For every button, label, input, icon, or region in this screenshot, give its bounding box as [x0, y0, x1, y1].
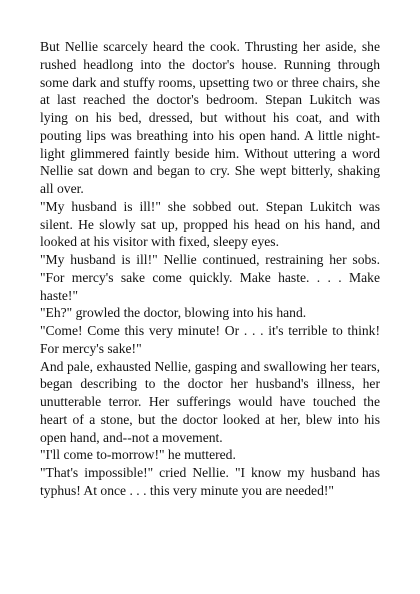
- paragraph-nellie-describes: And pale, exhausted Nellie, gasping and swallowing her tears, began describing to the doctor her husband's illness, her unutterable terror. Her sufferings would have touched the heart of a stone, but the doctor looked at her, blew into his open hand, and--not a movement.: [40, 358, 380, 445]
- paragraph-come-now: "Come! Come this very minute! Or . . . it's terrible to think! For mercy's sake!": [40, 323, 380, 356]
- paragraph-nellie-continues: "My husband is ill!" Nellie continued, restraining her sobs. "For mercy's sake come quickly. Make haste. . . . Make haste!": [40, 252, 380, 303]
- paragraph-husband-ill: "My husband is ill!" she sobbed out. Stepan Lukitch was silent. He slowly sat up, propped his head on his hand, and looked at his visitor with fixed, sleepy eyes.: [40, 198, 380, 250]
- page-text: [40, 38, 380, 500]
- paragraph-doctor-growls: "Eh?" growled the doctor, blowing into his hand.: [40, 305, 307, 321]
- paragraph-doctor-mutters: "I'll come to-morrow!" he muttered.: [40, 447, 236, 463]
- paragraph-impossible: "That's impossible!" cried Nellie. "I know my husband has typhus! At once . . . this very minute you are needed!": [40, 465, 380, 498]
- paragraph-nellie-enters: But Nellie scarcely heard the cook. Thrusting her aside, she rushed headlong into the doctor's house. Running through some dark and stuffy rooms, upsetting two or three chairs, she at last reached the doctor's bedroom. Stepan Lukitch was lying on his bed, dressed, but without his coat, and with pouting lips was breathing into his open hand. A little night-light glimmered faintly beside him. Without uttering a word Nellie sat down and began to cry. She wept bitterly, shaking all over.: [40, 39, 380, 196]
